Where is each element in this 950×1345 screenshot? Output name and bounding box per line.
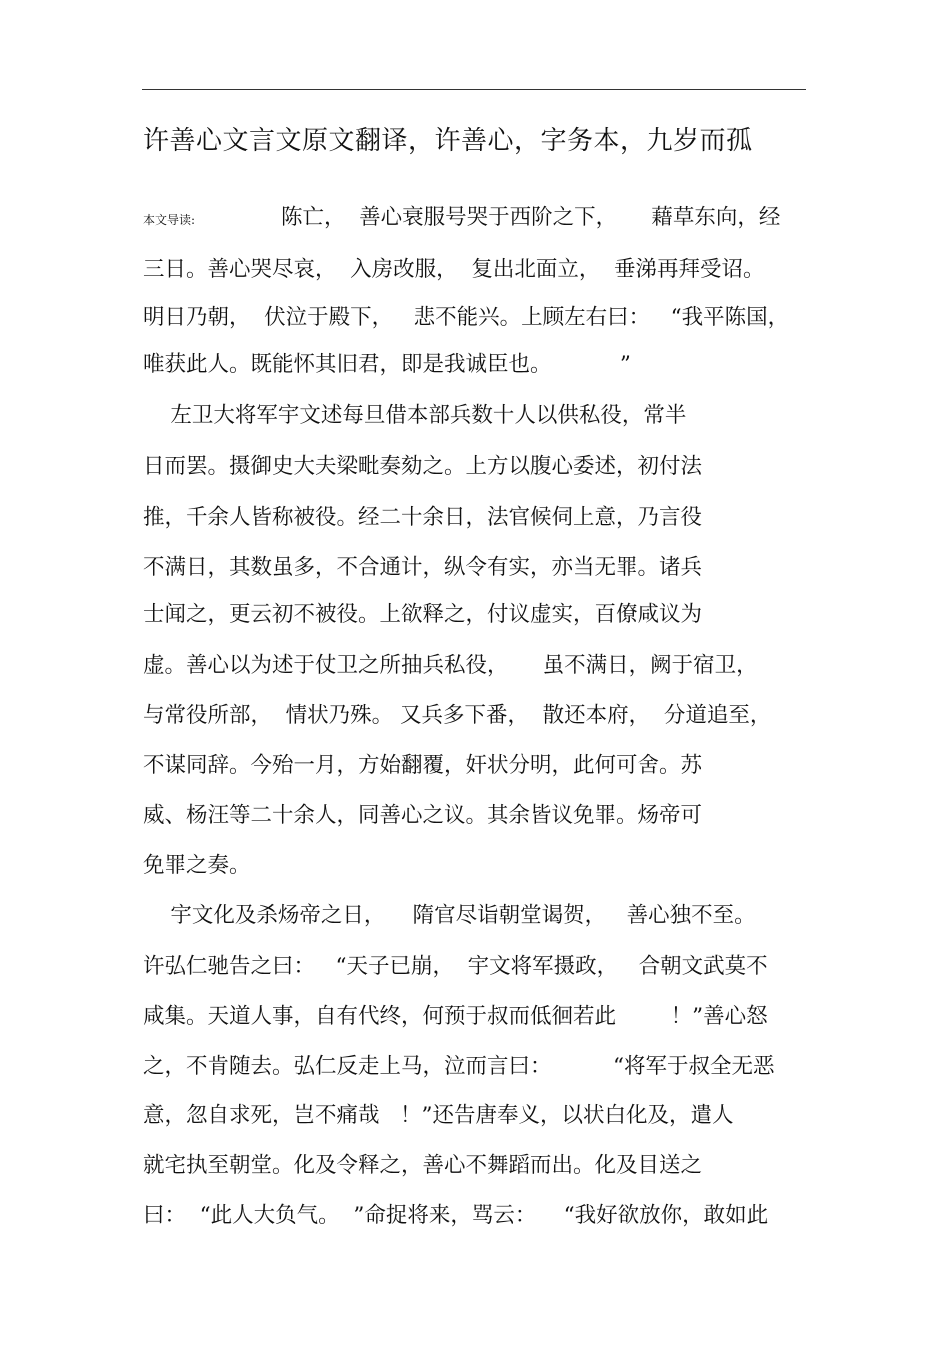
body-line: 左卫大将军宇文述每旦借本部兵数十人以供私役，常半 <box>143 403 687 428</box>
body-line: 日而罢。摄御史大夫梁毗奏劾之。上方以腹心委述，初付法 <box>143 454 703 479</box>
body-line: 唯获此人。既能怀其旧君，即是我诚臣也。 ” <box>143 352 631 377</box>
body-line: 不满日，其数虽多，不合通计，纵令有实，亦当无罪。诸兵 <box>143 555 703 580</box>
body-line: 士闻之，更云初不被役。上欲释之，付议虚实，百僚咸议为 <box>143 602 703 627</box>
body-line: 虚。善心以为述于仗卫之所抽兵私役， 虽不满日，阙于宿卫， <box>143 653 758 678</box>
body-line: 许弘仁驰告之曰： “天子已崩， 宇文将军摄政， 合朝文武莫不 <box>143 954 768 979</box>
body-line: 与常役所部， 情状乃殊。 又兵多下番， 散还本府， 分道追至， <box>143 703 772 728</box>
body-line: 之，不肯随去。弘仁反走上马，泣而言曰： “将军于叔全无恶 <box>143 1054 775 1079</box>
body-line: 曰： “此人大负气。 ”命捉将来，骂云： “我好欲放你，敢如此 <box>143 1203 769 1228</box>
body-line: 三日。善心哭尽哀， 入房改服， 复出北面立， 垂涕再拜受诏。 <box>143 257 765 282</box>
body-line: 意，忽自求死，岂不痛哉 ！”还告唐奉义，以状白化及，遣人 <box>143 1103 734 1128</box>
document-title: 许善心文言文原文翻译，许善心，字务本，九岁而孤 <box>143 126 753 156</box>
body-line: 免罪之奏。 <box>143 853 251 878</box>
header-rule <box>142 89 806 90</box>
body-line: 不谋同辞。今殆一月，方始翻覆，奸状分明，此何可舍。苏 <box>143 753 703 778</box>
body-line: 明日乃朝， 伏泣于殿下， 悲不能兴。上顾左右曰： “我平陈国， <box>143 305 790 330</box>
body-line: 陈亡， 善心衰服号哭于西阶之下， 藉草东向，经 <box>281 205 781 230</box>
body-line: 推，千余人皆称被役。经二十余日，法官候伺上意，乃言役 <box>143 505 703 530</box>
body-line: 就宅执至朝堂。化及令释之，善心不舞蹈而出。化及目送之 <box>143 1153 703 1178</box>
guide-label: 本文导读: <box>143 213 196 227</box>
body-line: 咸集。天道人事，自有代终，何预于叔而低徊若此 ！”善心怒 <box>143 1004 768 1029</box>
body-line: 宇文化及杀炀帝之日， 隋官尽诣朝堂谒贺， 善心独不至。 <box>143 903 756 928</box>
body-line: 威、杨汪等二十余人，同善心之议。其余皆议免罪。炀帝可 <box>143 803 703 828</box>
